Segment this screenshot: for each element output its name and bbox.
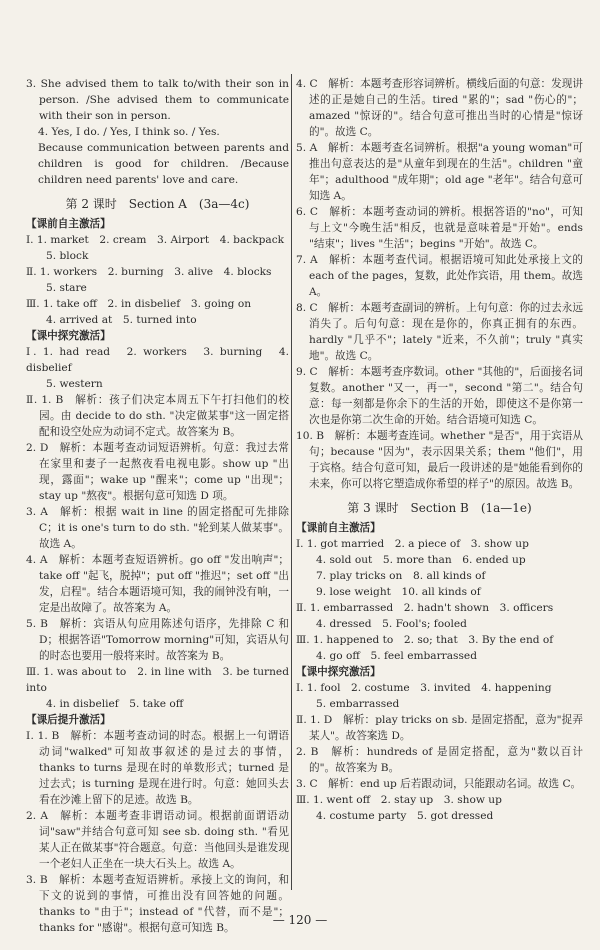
post-answer: 7. A 解析：本题考查代词。根据语境可知此处承接上文的 each of the pages，复数，此处作宾语，用 them。故选 A。: [296, 254, 583, 298]
mid-line: Ⅰ. 1. fool 2. costume 3. invited 4. happening: [296, 682, 552, 694]
mid-answer: 2. B 解析：hundreds of 是固定搭配，意为"数以百计的"。故答案为 B。: [296, 746, 583, 774]
post-answer: 9. C 解析：本题考查序数词。other "其他的"，后面接名词复数。another "又一，再一"，second "第二"。结合句意：每一刻都是你余下的生活的开始，即使这不是你第一次也是你第二次生命的开始。结合语境可知选 C。: [296, 366, 583, 426]
mid-answer: 3. A 解析：根据 wait in line 的固定搭配可先排除 C；it is one's turn to do sth. "轮到某人做某事"。故选 A。: [26, 506, 289, 550]
pre-line: 5. block: [46, 250, 89, 262]
answer-4-top: 4. Yes, I do. / Yes, I think so. / Yes.: [38, 126, 220, 138]
pre-line: 4. dressed 5. Fool's; fooled: [316, 618, 467, 630]
pre-line: 4. go off 5. feel embarrassed: [316, 650, 477, 662]
post-answer: 5. A 解析：本题考查名词辨析。根据"a young woman"可推出句意表达的是"从童年到现在的生活"。children "童年"；adulthood "成年期"；old age "老年"。结合句意可知选 A。: [296, 142, 583, 202]
pre-class-heading: 【课前自主激活】: [26, 218, 111, 230]
pre-line: 7. play tricks on 8. all kinds of: [316, 570, 486, 582]
pre-line: 9. lose weight 10. all kinds of: [316, 586, 481, 598]
post-answer: 3. B 解析：本题考查短语辨析。承接上文的询问，和下文的说到的事情，可推出没有回答她的问题。thanks to "由于"；instead of "代替，而不是"；thanks for "感谢"。根据句意可知选 B。: [26, 874, 289, 934]
right-column: [296, 76, 583, 824]
pre-line: Ⅰ. 1. market 2. cream 3. Airport 4. backpack: [26, 234, 285, 246]
post-answer: 8. C 解析：本题考查副词的辨析。上句句意：你的过去永远消失了。后句句意：现在是你的，你真正拥有的东西。hardly "几乎不"；lately "近来，不久前"；truly "真实地"。故选 C。: [296, 302, 583, 362]
mid-answer: 4. A 解析：本题考查短语辨析。go off "发出响声"；take off "起飞，脱掉"；put off "推迟"；set off "出发，启程"。结合本题语境可知，我的闹钟没有响，一定是出故障了。故答案为 A。: [26, 554, 289, 614]
mid-answer: 5. B 解析：宾语从句应用陈述句语序，先排除 C 和 D；根据答语"Tomorrow morning"可知，宾语从句的时态也要用一般将来时。故答案为 B。: [26, 618, 289, 662]
mid-answer: Ⅱ. 1. B 解析：孩子们决定本周五下午打扫他们的校园。由 decide to do sth. "决定做某事"这一固定搭配和设空处应为动词不定式。故答案为 B。: [26, 394, 289, 438]
in-class-heading: 【课中探究激活】: [26, 330, 111, 342]
left-column: [26, 76, 289, 936]
pre-line: 4. sold out 5. more than 6. ended up: [316, 554, 526, 566]
pre-line: Ⅱ. 1. embarrassed 2. hadn't shown 3. officers: [296, 602, 554, 614]
pre-class-heading: 【课前自主激活】: [296, 522, 381, 534]
post-answer: 2. A 解析：本题考查非谓语动词。根据前面谓语动词"saw"并结合句意可知 see sb. doing sth. "看见某人正在做某事"符合题意。句意：当他回头是谁发现一个老妇人正坐在一块大石头上。故选 A。: [26, 810, 289, 870]
pre-line: Ⅱ. 1. workers 2. burning 3. alive 4. blocks: [26, 266, 272, 278]
mid-line: 5. embarrassed: [316, 698, 400, 710]
pre-line: Ⅲ. 1. take off 2. in disbelief 3. going on: [26, 298, 252, 310]
mid-line: 5. western: [46, 378, 103, 390]
mid-answer: 2. D 解析：本题考查动词短语辨析。句意：我过去常在家里和妻子一起熬夜看电视电影。show up "出现，露面"；wake up "醒来"；come up "出现"；stay up "熬夜"。根据句意可知选 D 项。: [26, 442, 289, 502]
mid-line: Ⅰ. 1. had read 2. workers 3. burning 4. disbelief: [26, 346, 289, 374]
mid-line: Ⅲ. 1. was about to 2. in line with 3. be turned into: [26, 666, 289, 694]
pre-line: Ⅰ. 1. got married 2. a piece of 3. show up: [296, 538, 529, 550]
answer-4-explain: Because communication between parents and children is good for children. /Because children need parents' love and care.: [38, 142, 289, 186]
mid-line: 4. costume party 5. got dressed: [316, 810, 494, 822]
section-a-title: 第 2 课时 Section A (3a—4c): [65, 197, 250, 211]
page-number: — 120 —: [272, 913, 328, 927]
post-answer: 4. C 解析：本题考查形容词辨析。横线后面的句意：发现讲述的正是她自己的生活。tired "累的"；sad "伤心的"；amazed "惊讶的"。结合句意可推出当时的心情是"惊讶的"。故选 C。: [296, 78, 583, 138]
answer-3-top: 3. She advised them to talk to/with their son in person. /She advised them to communicate with their son in person.: [26, 78, 289, 122]
post-answer: 6. C 解析：本题考查动词的辨析。根据答语的"no"，可知与上文"今晚生活"相反，也就是意味着是"开始"。ends "结束"；lives "生活"；begins "开始"。故选 C。: [296, 206, 583, 250]
mid-line: 4. in disbelief 5. take off: [46, 698, 184, 710]
post-answer: 10. B 解析：本题考查连词。whether "是否"，用于宾语从句；because "因为"，表示因果关系；them "他们"，用于宾格。结合句意可知，最后一段讲述的是"她能看到你的未来，你可以将它塑造成你希望的样子"的原因。故选 B。: [296, 430, 583, 490]
in-class-heading: 【课中探究激活】: [296, 666, 381, 678]
pre-line: 4. arrived at 5. turned into: [46, 314, 197, 326]
section-b-title: 第 3 课时 Section B (1a—1e): [347, 501, 532, 515]
mid-answer: Ⅱ. 1. D 解析：play tricks on sb. 是固定搭配，意为"捉弄某人"。故答案选 D。: [296, 714, 583, 742]
mid-answer: 3. C 解析：end up 后若跟动词，只能跟动名词。故选 C。: [296, 778, 582, 790]
mid-line: Ⅲ. 1. went off 2. stay up 3. show up: [296, 794, 502, 806]
pre-line: 5. stare: [46, 282, 87, 294]
after-class-heading: 【课后提升激活】: [26, 714, 111, 726]
post-answer: Ⅰ. 1. B 解析：本题考查动词的时态。根据上一句谓语动词"walked"可知故事叙述的是过去的事情，thanks to turns 是现在时的单数形式；turned 是过去式；is turning 是现在进行时。句意：她回头去看在沙滩上留下的足迹。故选 B。: [26, 730, 289, 806]
column-divider: [291, 74, 292, 890]
pre-line: Ⅲ. 1. happened to 2. so; that 3. By the end of: [296, 634, 554, 646]
